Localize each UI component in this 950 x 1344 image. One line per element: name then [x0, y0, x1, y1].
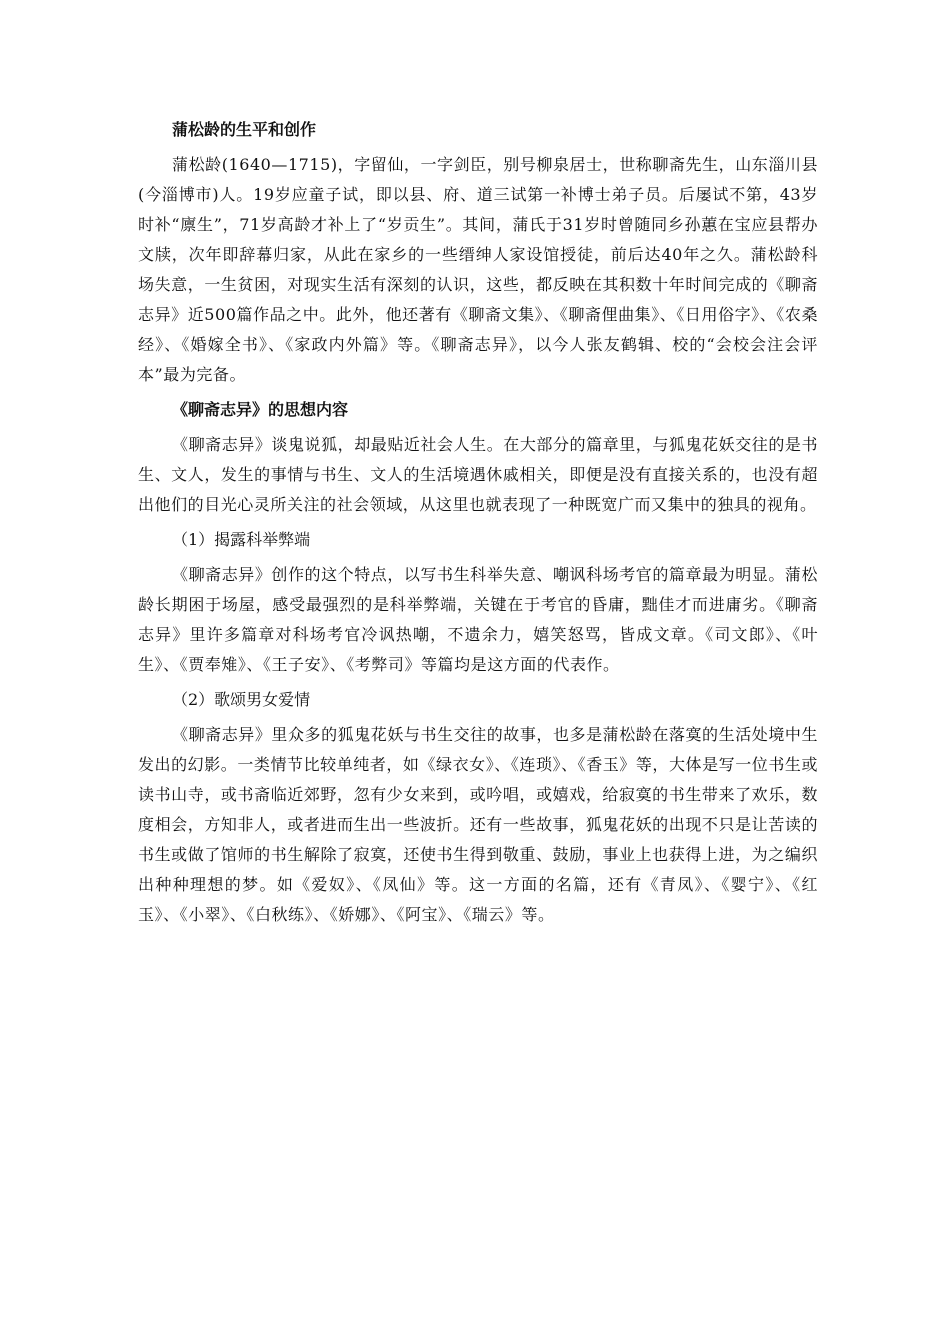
paragraph-biography: 蒲松龄(1640—1715)，字留仙，一字剑臣，别号柳泉居士，世称聊斋先生，山东淄川县(今淄博市)人。19岁应童子试，即以县、府、道三试第一补博士弟子员。后屡试不第，43岁时补“廪生”，71岁高龄才补上了“岁贡生”。其间，蒲氏于31岁时曾随同乡孙蕙在宝应县帮办文牍，次年即辞幕归家，从此在家乡的一些缙绅人家设馆授徒，前后达40年之久。蒲松龄科场失意，一生贫困，对现实生活有深刻的认识，这些，都反映在其积数十年时间完成的《聊斋志异》近500篇作品之中。此外，他还著有《聊斋文集》、《聊斋俚曲集》、《日用俗字》、《农桑经》、《婚嫁全书》、《家政内外篇》等。《聊斋志异》，以今人张友鹤辑、校的“会校会注会评本”最为完备。	[138, 155, 818, 384]
document-page	[138, 118, 818, 938]
section-heading-biography: 蒲松龄的生平和创作	[172, 120, 317, 139]
subheading-love: （2）歌颂男女爱情	[172, 690, 311, 709]
subheading-imperial-exam: （1）揭露科举弊端	[172, 530, 311, 549]
paragraph-imperial-exam: 《聊斋志异》创作的这个特点，以写书生科举失意、嘲讽科场考官的篇章最为明显。蒲松龄长期困于场屋，感受最强烈的是科举弊端，关键在于考官的昏庸，黜佳才而进庸劣。《聊斋志异》里许多篇章对科场考官冷讽热嘲，不遗余力，嬉笑怒骂，皆成文章。《司文郎》、《叶生》、《贾奉雉》、《王子安》、《考弊司》等篇均是这方面的代表作。	[138, 565, 818, 674]
paragraph-love: 《聊斋志异》里众多的狐鬼花妖与书生交往的故事，也多是蒲松龄在落寞的生活处境中生发出的幻影。一类情节比较单纯者，如《绿衣女》、《连琐》、《香玉》等，大体是写一位书生或读书山寺，或书斋临近郊野，忽有少女来到，或吟唱，或嬉戏，给寂寞的书生带来了欢乐，数度相会，方知非人，或者进而生出一些波折。还有一些故事，狐鬼花妖的出现不只是让苦读的书生或做了馆师的书生解除了寂寞，还使书生得到敬重、鼓励，事业上也获得上进，为之编织出种种理想的梦。如《爱奴》、《凤仙》等。这一方面的名篇，还有《青凤》、《婴宁》、《红玉》、《小翠》、《白秋练》、《娇娜》、《阿宝》、《瑞云》等。	[138, 725, 818, 924]
section-heading-thought-content: 《聊斋志异》的思想内容	[172, 400, 349, 419]
paragraph-intro: 《聊斋志异》谈鬼说狐，却最贴近社会人生。在大部分的篇章里，与狐鬼花妖交往的是书生、文人，发生的事情与书生、文人的生活境遇休戚相关，即便是没有直接关系的，也没有超出他们的目光心灵所关注的社会领域，从这里也就表现了一种既宽广而又集中的独具的视角。	[138, 435, 818, 514]
